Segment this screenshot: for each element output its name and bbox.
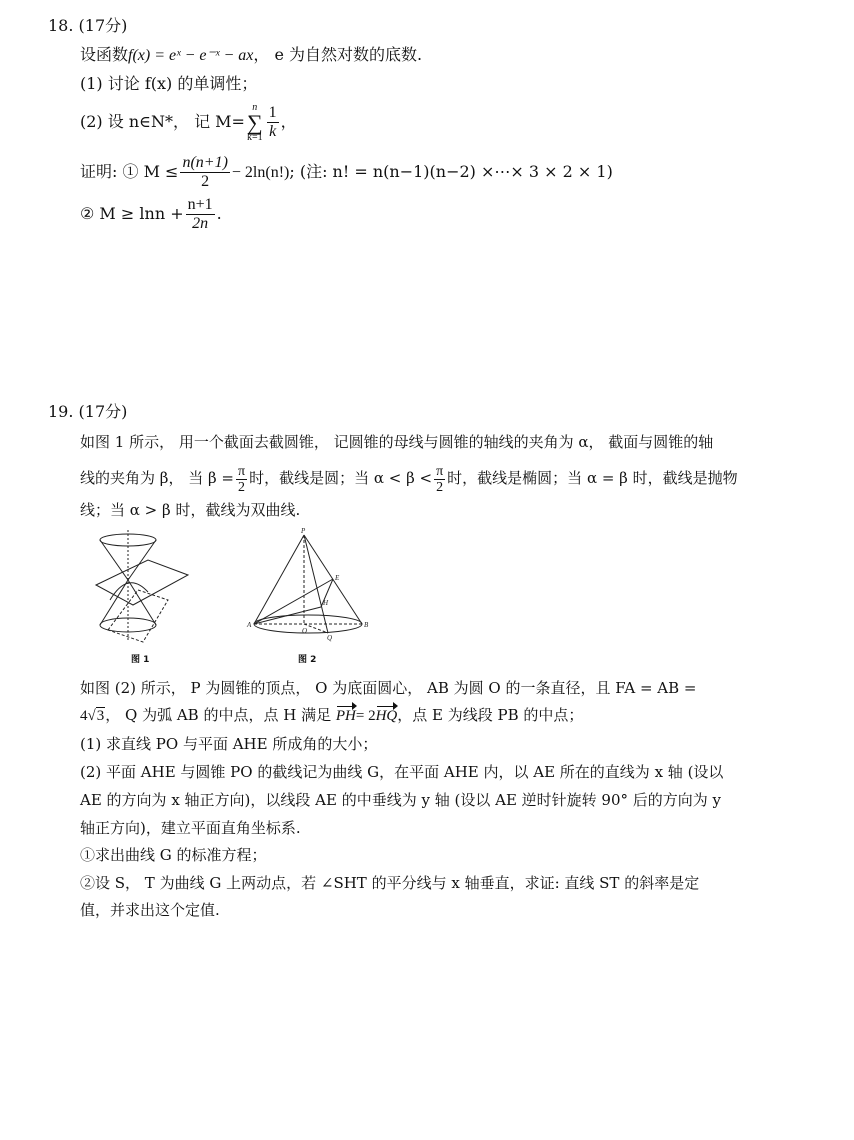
q18-score: (17分): [78, 16, 128, 35]
sum-fraction: [267, 104, 279, 141]
q18-part2-suffix: ，: [280, 112, 297, 131]
q19-intro-line2: [80, 456, 738, 500]
figure-2-cone: [246, 527, 376, 642]
q18-proof2-suffix: .: [216, 204, 222, 223]
q18-part1: (1) 讨论 f(x) 的单调性；: [80, 74, 258, 93]
fig2-label-a: A: [247, 621, 252, 629]
q19-sub2-line1: ②设 S， T 为曲线 G 上两动点，若 ∠SHT 的平分线与 x 轴垂直，求证: 直线 ST 的斜率是定: [80, 874, 700, 892]
q19-intro-line2-b: 时，截线是圆；当 α < β <: [249, 469, 433, 487]
fig2-label-b: B: [364, 621, 369, 629]
figure-2-caption: 图 2: [298, 655, 317, 665]
q19-sub2-line2: 值，并求出这个定值.: [80, 901, 220, 919]
q19-desc-line2: 4√3， Q 为弧 AB 的中点，点 H 满足 PH= 2HQ，点 E 为线段 PB 的中点；: [80, 706, 584, 724]
q18-proof-note: ; (注: n! = n(n−1)(n−2) ×⋯× 3 × 2 × 1): [289, 162, 613, 181]
q18-proof2-prefix: ② M ≥ lnn +: [80, 204, 184, 223]
q19-intro-line2-a: 线的夹角为 β， 当 β =: [80, 469, 234, 487]
fig2-label-q: Q: [327, 634, 333, 642]
proof-num: n(n+1): [182, 154, 228, 171]
vector-eq: = 2: [355, 708, 376, 724]
q19-sub1: ①求出曲线 G 的标准方程；: [80, 846, 267, 864]
q19-part2-line2: AE 的方向为 x 轴正方向)，以线段 AE 的中垂线为 y 轴 (设以 AE 逆时针旋转 90° 后的方向为 y: [80, 791, 722, 809]
q18-proof1: [80, 150, 613, 195]
proof2-fraction: [186, 196, 215, 233]
q19-part1: (1) 求直线 PO 与平面 AHE 所成角的大小；: [80, 735, 378, 753]
q18-part2: [80, 100, 297, 144]
figure-1-double-cone: [88, 530, 198, 650]
sum-num: 1: [268, 104, 277, 121]
fig2-label-h: H: [323, 599, 329, 607]
proof-fraction: [180, 154, 229, 191]
q19-desc-line2-b: ， Q 为弧 AB 的中点，点 H 满足: [105, 706, 332, 724]
vector-hq: HQ: [375, 708, 398, 724]
q19-number: 19.: [48, 402, 74, 421]
q18-intro-a: 设函数: [80, 45, 129, 64]
q19-desc-line1: 如图 (2) 所示， P 为圆锥的顶点， O 为底面圆心， AB 为圆 O 的一条直径，且 FA = AB =: [80, 679, 697, 697]
pi-over-2-second: [434, 464, 445, 495]
q18-proof-prefix: 证明: ① M ≤: [80, 162, 179, 181]
q18-intro-b: ， e 为自然对数的底数.: [253, 45, 423, 64]
proof2-num: n+1: [187, 196, 213, 213]
q19-part2-line3: 轴正方向)，建立平面直角坐标系.: [80, 819, 301, 837]
q19-desc-line2-c: ，点 E 为线段 PB 的中点；: [397, 706, 584, 724]
pi-den-2: 2: [436, 479, 444, 495]
q18-proof2: [80, 192, 222, 236]
fig2-label-o: O: [302, 627, 308, 635]
sum-den: k: [269, 123, 277, 140]
sum-upper: n: [252, 101, 258, 113]
proof2-den: 2n: [192, 215, 209, 232]
q18-number: 18.: [48, 16, 74, 35]
pi-num-1: π: [238, 463, 246, 479]
q19-intro-line3: 线；当 α > β 时，截线为双曲线.: [80, 501, 301, 519]
figure-1-caption: 图 1: [131, 655, 150, 665]
sum-symbol: n ∑ k=1: [246, 101, 263, 143]
fig2-label-e: E: [335, 574, 340, 582]
q19-header: [48, 402, 127, 422]
q19-score: (17分): [78, 402, 128, 421]
pi-num-2: π: [436, 463, 444, 479]
q19-part2-line1: (2) 平面 AHE 与圆锥 PO 的截线记为曲线 G，在平面 AHE 内，以 AE 所在的直线为 x 轴 (设以: [80, 763, 724, 781]
desc-coef: 4: [80, 708, 88, 724]
fig2-label-p: P: [301, 527, 306, 535]
pi-den-1: 2: [238, 479, 246, 495]
q19-intro-line2-c: 时，截线是椭圆；当 α = β 时，截线是抛物: [447, 469, 738, 487]
q18-header: [48, 16, 127, 36]
q18-intro: [80, 45, 422, 66]
vector-ph: PH: [335, 708, 356, 724]
q19-intro-line1: 如图 1 所示， 用一个截面去截圆锥， 记圆锥的母线与圆锥的轴线的夹角为 α， 截面与圆锥的轴: [80, 433, 714, 451]
sum-lower: k=1: [246, 131, 263, 143]
q18-proof-mid: − 2ln(n!): [231, 164, 290, 181]
proof-den: 2: [201, 173, 210, 190]
q18-func-def: f(x) = eˣ − e⁻ˣ − ax: [128, 47, 254, 64]
q18-part2-prefix: (2) 设 n∈N*， 记 M=: [80, 112, 245, 131]
pi-over-2-first: [236, 464, 247, 495]
desc-sqrt-value: 3: [96, 708, 105, 724]
